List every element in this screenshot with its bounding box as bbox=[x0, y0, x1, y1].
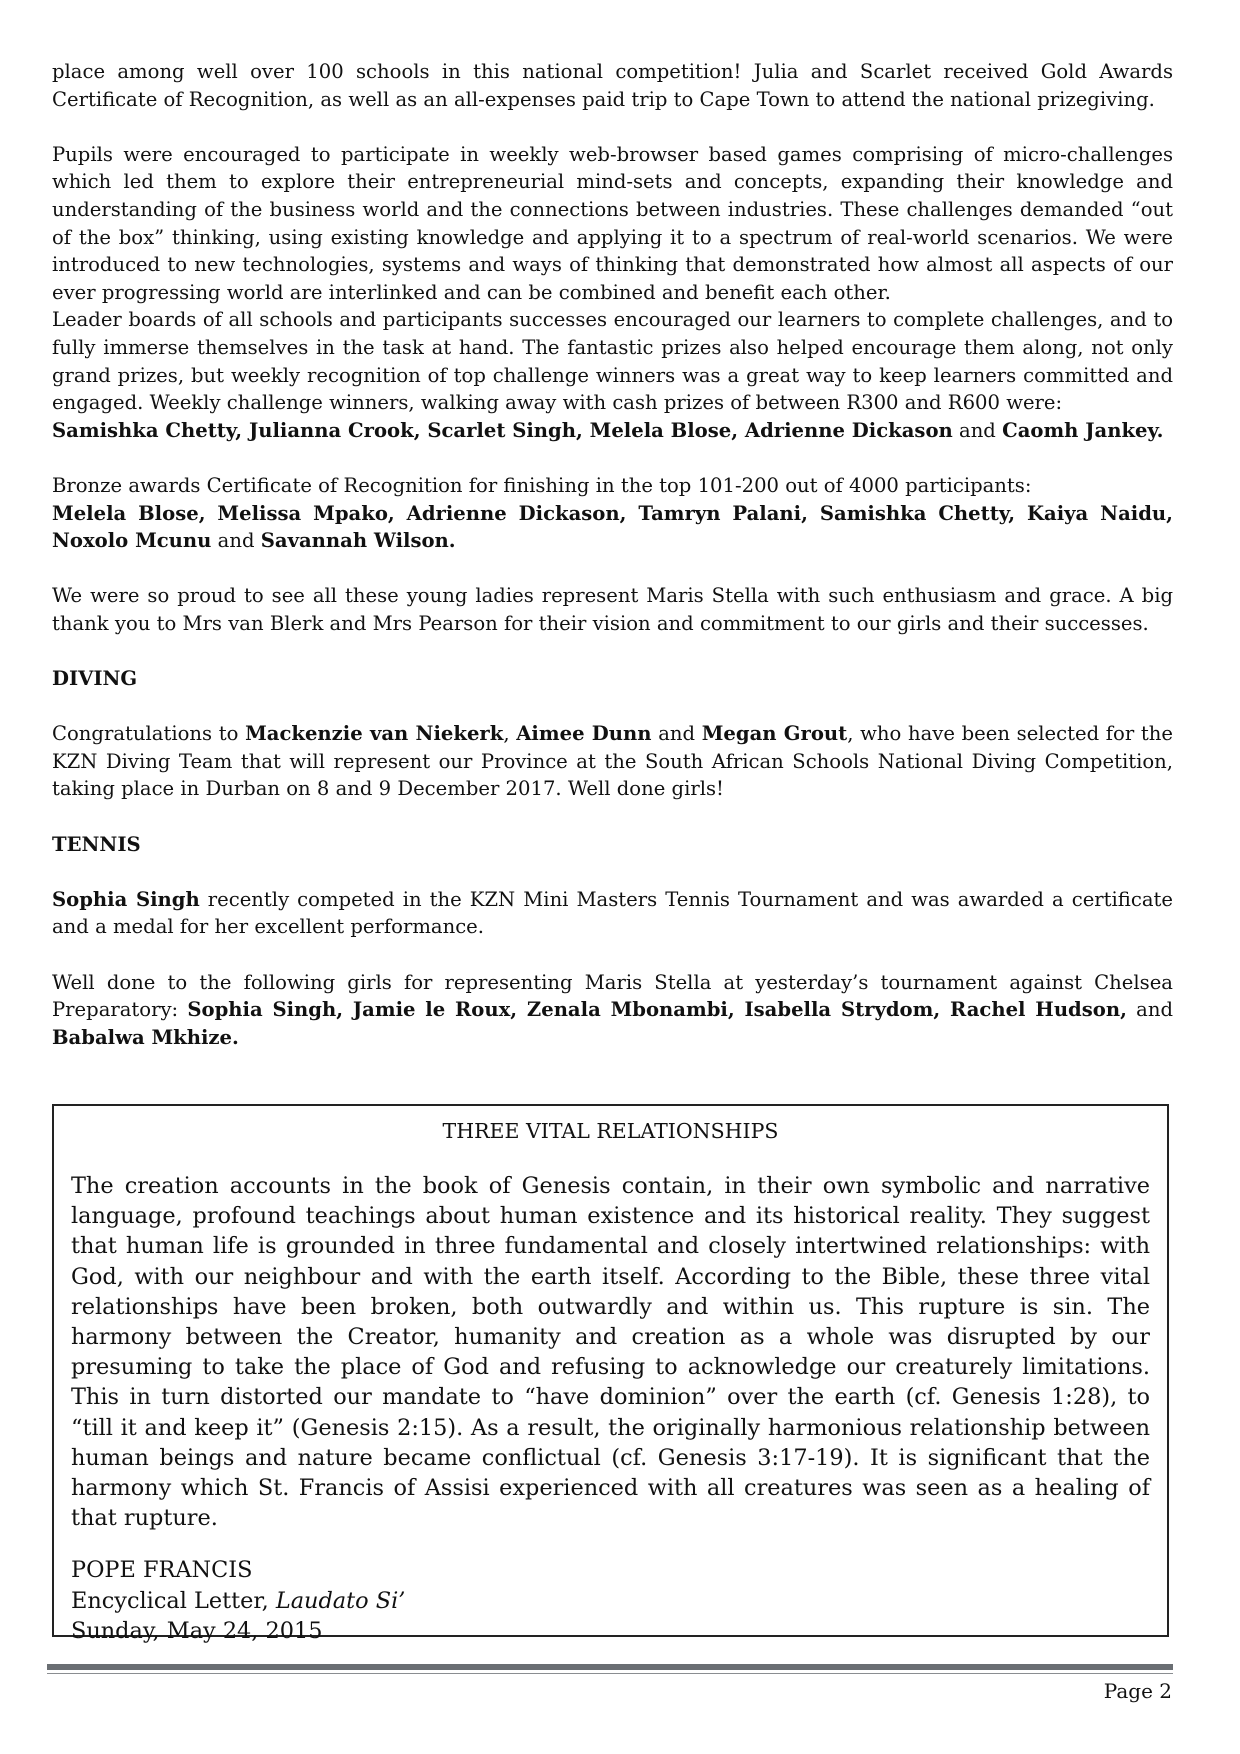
quote-source-title: Laudato Si’ bbox=[275, 1587, 406, 1614]
winners-names: Samishka Chetty, Julianna Crook, Scarlet Singh, Melela Blose, Adrienne Dickason bbox=[52, 418, 953, 442]
winners-last-name: Caomh Jankey. bbox=[1002, 418, 1164, 442]
footer-rule-thin bbox=[47, 1673, 1173, 1674]
quote-attribution bbox=[71, 1555, 1150, 1646]
bronze-intro: Bronze awards Certificate of Recognition for finishing in the top 101-200 out of 4000 participants: bbox=[52, 473, 1032, 497]
diving-heading: DIVING bbox=[52, 667, 138, 691]
proud-paragraph: We were so proud to see all these young ladies represent Maris Stella with such enthusiasm and grace. A big thank you to Mrs van Blerk and Mrs Pearson for their vision and commitment to our girls and their successes. bbox=[52, 584, 1173, 635]
diver-name-3: Megan Grout bbox=[701, 722, 848, 746]
intro-paragraph-1: place among well over 100 schools in this national competition! Julia and Scarlet received Gold Awards Certificate of Recognition, as well as an all-expenses paid trip to Cape Town to attend the national prizegiving. bbox=[52, 60, 1173, 111]
bronze-names-list: Melela Blose, Melissa Mpako, Adrienne Dickason, Tamryn Palani, Samishka Chetty, Kaiya Naidu, Noxolo Mcunu and Savannah Wilson. bbox=[52, 501, 1173, 553]
quote-box-title: THREE VITAL RELATIONSHIPS bbox=[442, 1119, 779, 1143]
quote-box-body: The creation accounts in the book of Genesis contain, in their own symbolic and narrative language, profound teachings about human existence and its historical reality. They suggest that human life is grounded in three fundamental and closely intertwined relationships: with God, with our neighbour and with the earth itself. According to the Bible, these three vital relationships have been broken, both outwardly and within us. This rupture is sin. The harmony between the Creator, humanity and creation as a whole was disrupted by our presuming to take the place of God and refusing to acknowledge our creaturely limitations. This in turn distorted our mandate to “have dominion” over the earth (cf. Genesis 1:28), to “till it and keep it” (Genesis 2:15). As a result, the originally harmonious relationship between human beings and nature became conflictual (cf. Genesis 3:17-19). It is significant that the harmony which St. Francis of Assisi experienced with all creatures was seen as a healing of that rupture. bbox=[71, 1173, 1150, 1532]
page-number: Page 2 bbox=[1103, 1679, 1172, 1703]
diver-name-2: Aimee Dunn bbox=[516, 722, 652, 746]
page-content bbox=[52, 58, 1173, 1051]
quote-author: POPE FRANCIS bbox=[71, 1557, 253, 1584]
weekly-winners-list: Samishka Chetty, Julianna Crook, Scarlet Singh, Melela Blose, Adrienne Dickason and Caomh Jankey. bbox=[52, 418, 1164, 442]
tennis-team-names: Sophia Singh, Jamie le Roux, Zenala Mbonambi, Isabella Strydom, Rachel Hudson, bbox=[187, 998, 1127, 1022]
tennis-last-name: Babalwa Mkhize. bbox=[52, 1025, 239, 1049]
tennis-player-name: Sophia Singh bbox=[52, 887, 200, 911]
tennis-paragraph-1: Sophia Singh recently competed in the KZN Mini Masters Tennis Tournament and was awarded a certificate and a medal for her excellent performance. bbox=[52, 887, 1173, 939]
diver-name-1: Mackenzie van Niekerk bbox=[245, 722, 504, 746]
diving-paragraph: Congratulations to Mackenzie van Niekerk, Aimee Dunn and Megan Grout, who have been selected for the KZN Diving Team that will represent our Province at the South African Schools National Diving Competition, taking place in Durban on 8 and 9 December 2017. Well done girls! bbox=[52, 722, 1173, 801]
quote-date: Sunday, May 24, 2015 bbox=[71, 1617, 323, 1644]
bronze-last-name: Savannah Wilson. bbox=[260, 529, 456, 553]
quote-box bbox=[52, 1104, 1169, 1644]
bronze-names: Melela Blose, Melissa Mpako, Adrienne Dickason, Tamryn Palani, Samishka Chetty, Kaiya Naidu, Noxolo Mcunu bbox=[52, 501, 1173, 553]
footer-rule-thick bbox=[47, 1664, 1173, 1670]
tennis-heading: TENNIS bbox=[52, 832, 141, 856]
intro-paragraph-3: Leader boards of all schools and participants successes encouraged our learners to complete challenges, and to fully immerse themselves in the task at hand. The fantastic prizes also helped encourage them along, not only grand prizes, but weekly recognition of top challenge winners was a great way to keep learners committed and engaged. Weekly challenge winners, walking away with cash prizes of between R300 and R600 were: bbox=[52, 308, 1173, 415]
tennis-paragraph-2: Well done to the following girls for representing Maris Stella at yesterday’s tournament against Chelsea Preparatory: Sophia Singh, Jamie le Roux, Zenala Mbonambi, Isabella Strydom, Rachel Hudson, and Babalwa Mkhize. bbox=[52, 970, 1173, 1049]
intro-paragraph-2: Pupils were encouraged to participate in weekly web-browser based games comprising of micro-challenges which led them to explore their entrepreneurial mind-sets and concepts, expanding their knowledge and understanding of the business world and the connections between industries. These challenges demanded “out of the box” thinking, using existing knowledge and applying it to a spectrum of real-world scenarios. We were introduced to new technologies, systems and ways of thinking that demonstrated how almost all aspects of our ever progressing world are interlinked and can be combined and benefit each other. bbox=[52, 142, 1173, 304]
quote-source: Encyclical Letter, Laudato Si’ bbox=[71, 1587, 406, 1614]
